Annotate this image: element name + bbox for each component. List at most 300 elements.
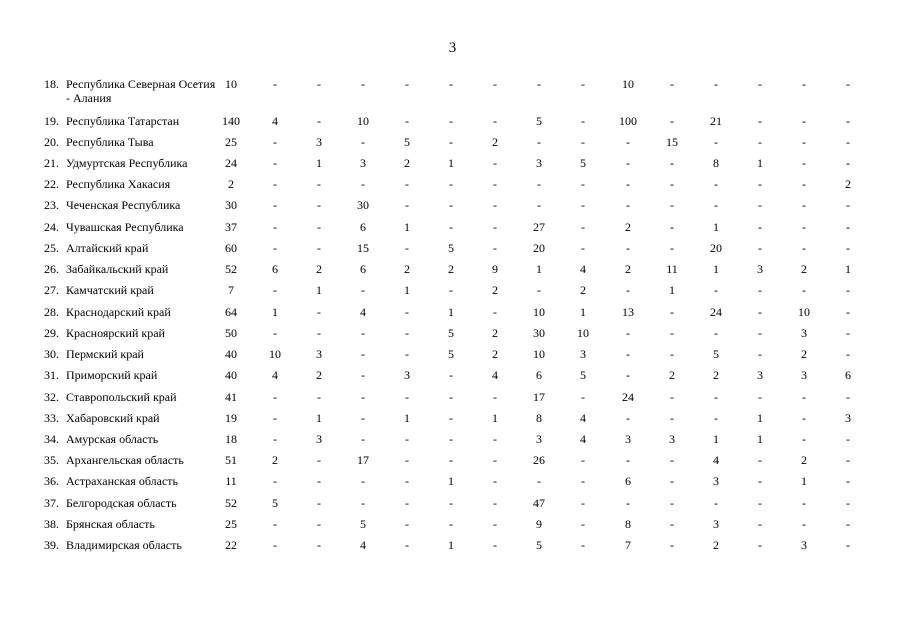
- value-cell: -: [361, 368, 365, 382]
- value-cell: 1: [713, 432, 719, 446]
- value-cell: 1: [404, 220, 410, 234]
- value-cell: -: [670, 77, 674, 91]
- value-cell: -: [361, 474, 365, 488]
- row-number: 33.: [44, 411, 59, 425]
- value-cell: 50: [225, 326, 237, 340]
- region-name: Краснодарский край: [66, 305, 171, 319]
- value-cell: -: [670, 177, 674, 191]
- value-cell: -: [846, 198, 850, 212]
- value-cell: 3: [801, 326, 807, 340]
- region-name: Хабаровский край: [66, 411, 160, 425]
- value-cell: -: [317, 390, 321, 404]
- value-cell: -: [714, 177, 718, 191]
- value-cell: 6: [360, 220, 366, 234]
- value-cell: 2: [713, 538, 719, 552]
- value-cell: 8: [536, 411, 542, 425]
- value-cell: -: [670, 220, 674, 234]
- value-cell: 2: [228, 177, 234, 191]
- value-cell: 4: [492, 368, 498, 382]
- value-cell: -: [714, 198, 718, 212]
- value-cell: -: [449, 411, 453, 425]
- row-number: 37.: [44, 496, 59, 510]
- value-cell: -: [405, 496, 409, 510]
- value-cell: -: [405, 517, 409, 531]
- row-number: 24.: [44, 220, 59, 234]
- value-cell: -: [537, 135, 541, 149]
- row-number: 28.: [44, 305, 59, 319]
- value-cell: -: [626, 156, 630, 170]
- value-cell: 100: [619, 114, 637, 128]
- value-cell: -: [670, 114, 674, 128]
- value-cell: -: [405, 326, 409, 340]
- value-cell: 30: [533, 326, 545, 340]
- value-cell: 37: [225, 220, 237, 234]
- value-cell: -: [802, 135, 806, 149]
- value-cell: -: [361, 326, 365, 340]
- value-cell: -: [273, 474, 277, 488]
- value-cell: -: [493, 77, 497, 91]
- region-name: Удмуртская Республика: [66, 156, 188, 170]
- value-cell: -: [714, 326, 718, 340]
- value-cell: -: [758, 177, 762, 191]
- value-cell: -: [846, 453, 850, 467]
- value-cell: 8: [625, 517, 631, 531]
- value-cell: -: [581, 220, 585, 234]
- value-cell: -: [626, 496, 630, 510]
- value-cell: -: [449, 453, 453, 467]
- value-cell: -: [537, 77, 541, 91]
- value-cell: 30: [225, 198, 237, 212]
- value-cell: 3: [801, 368, 807, 382]
- value-cell: -: [361, 411, 365, 425]
- row-number: 22.: [44, 177, 59, 191]
- value-cell: -: [317, 326, 321, 340]
- value-cell: -: [405, 347, 409, 361]
- value-cell: -: [626, 411, 630, 425]
- value-cell: -: [802, 156, 806, 170]
- value-cell: 3: [669, 432, 675, 446]
- value-cell: 1: [448, 538, 454, 552]
- value-cell: -: [802, 496, 806, 510]
- value-cell: -: [846, 474, 850, 488]
- value-cell: -: [537, 283, 541, 297]
- value-cell: -: [361, 283, 365, 297]
- value-cell: -: [581, 474, 585, 488]
- value-cell: -: [405, 305, 409, 319]
- row-number: 19.: [44, 114, 59, 128]
- value-cell: -: [405, 538, 409, 552]
- value-cell: 3: [316, 347, 322, 361]
- value-cell: 7: [228, 283, 234, 297]
- value-cell: -: [846, 496, 850, 510]
- value-cell: -: [670, 411, 674, 425]
- value-cell: -: [405, 177, 409, 191]
- value-cell: -: [626, 326, 630, 340]
- value-cell: 2: [625, 220, 631, 234]
- value-cell: -: [846, 220, 850, 234]
- value-cell: 1: [448, 305, 454, 319]
- value-cell: 5: [272, 496, 278, 510]
- row-number: 31.: [44, 368, 59, 382]
- value-cell: -: [714, 77, 718, 91]
- value-cell: -: [493, 114, 497, 128]
- value-cell: -: [670, 390, 674, 404]
- row-number: 29.: [44, 326, 59, 340]
- value-cell: 11: [225, 474, 237, 488]
- value-cell: 6: [845, 368, 851, 382]
- value-cell: -: [626, 453, 630, 467]
- value-cell: 20: [533, 241, 545, 255]
- value-cell: -: [405, 241, 409, 255]
- value-cell: 10: [225, 77, 237, 91]
- value-cell: -: [405, 198, 409, 212]
- value-cell: -: [670, 474, 674, 488]
- value-cell: -: [449, 220, 453, 234]
- value-cell: -: [361, 432, 365, 446]
- value-cell: 18: [225, 432, 237, 446]
- value-cell: 6: [536, 368, 542, 382]
- value-cell: -: [802, 177, 806, 191]
- value-cell: 2: [801, 347, 807, 361]
- value-cell: -: [626, 177, 630, 191]
- value-cell: -: [758, 474, 762, 488]
- value-cell: -: [449, 390, 453, 404]
- value-cell: 4: [272, 368, 278, 382]
- value-cell: -: [670, 347, 674, 361]
- value-cell: -: [758, 77, 762, 91]
- value-cell: -: [758, 114, 762, 128]
- value-cell: -: [758, 135, 762, 149]
- value-cell: -: [670, 453, 674, 467]
- region-name: Астраханская область: [66, 474, 178, 488]
- value-cell: 3: [757, 262, 763, 276]
- value-cell: 10: [577, 326, 589, 340]
- value-cell: 8: [713, 156, 719, 170]
- value-cell: 3: [713, 517, 719, 531]
- value-cell: 13: [622, 305, 634, 319]
- value-cell: 3: [801, 538, 807, 552]
- value-cell: 5: [713, 347, 719, 361]
- row-number: 26.: [44, 262, 59, 276]
- value-cell: 26: [533, 453, 545, 467]
- value-cell: 6: [625, 474, 631, 488]
- value-cell: -: [581, 390, 585, 404]
- value-cell: -: [493, 305, 497, 319]
- value-cell: -: [537, 198, 541, 212]
- value-cell: -: [273, 411, 277, 425]
- value-cell: -: [405, 474, 409, 488]
- value-cell: -: [317, 305, 321, 319]
- value-cell: -: [581, 114, 585, 128]
- value-cell: 19: [225, 411, 237, 425]
- value-cell: -: [714, 496, 718, 510]
- value-cell: -: [670, 198, 674, 212]
- value-cell: -: [846, 135, 850, 149]
- value-cell: -: [317, 198, 321, 212]
- value-cell: -: [317, 496, 321, 510]
- value-cell: 22: [225, 538, 237, 552]
- value-cell: 2: [404, 156, 410, 170]
- value-cell: 1: [669, 283, 675, 297]
- value-cell: -: [317, 517, 321, 531]
- value-cell: 5: [448, 241, 454, 255]
- value-cell: -: [626, 198, 630, 212]
- value-cell: -: [405, 432, 409, 446]
- value-cell: -: [802, 283, 806, 297]
- value-cell: -: [405, 114, 409, 128]
- value-cell: 2: [316, 368, 322, 382]
- region-name: Республика Татарстан: [66, 114, 180, 128]
- value-cell: 2: [845, 177, 851, 191]
- value-cell: -: [273, 135, 277, 149]
- value-cell: 2: [492, 283, 498, 297]
- value-cell: -: [802, 411, 806, 425]
- value-cell: 5: [404, 135, 410, 149]
- value-cell: -: [273, 156, 277, 170]
- region-name: Приморский край: [66, 368, 158, 382]
- value-cell: 9: [492, 262, 498, 276]
- value-cell: -: [581, 77, 585, 91]
- value-cell: 24: [225, 156, 237, 170]
- value-cell: -: [846, 517, 850, 531]
- value-cell: -: [758, 326, 762, 340]
- row-number: 18.: [44, 77, 59, 91]
- value-cell: -: [581, 135, 585, 149]
- value-cell: 4: [713, 453, 719, 467]
- value-cell: -: [537, 177, 541, 191]
- value-cell: -: [670, 241, 674, 255]
- row-number: 38.: [44, 517, 59, 531]
- value-cell: 3: [536, 156, 542, 170]
- value-cell: -: [846, 390, 850, 404]
- value-cell: 6: [272, 262, 278, 276]
- value-cell: -: [758, 453, 762, 467]
- value-cell: -: [846, 305, 850, 319]
- value-cell: 1: [757, 156, 763, 170]
- value-cell: -: [758, 220, 762, 234]
- value-cell: -: [361, 77, 365, 91]
- value-cell: -: [846, 347, 850, 361]
- value-cell: -: [758, 538, 762, 552]
- value-cell: -: [493, 474, 497, 488]
- value-cell: -: [802, 114, 806, 128]
- value-cell: -: [449, 368, 453, 382]
- value-cell: 5: [448, 326, 454, 340]
- value-cell: -: [714, 135, 718, 149]
- value-cell: -: [758, 198, 762, 212]
- value-cell: 15: [666, 135, 678, 149]
- value-cell: 5: [580, 156, 586, 170]
- value-cell: 64: [225, 305, 237, 319]
- value-cell: -: [493, 432, 497, 446]
- value-cell: -: [758, 347, 762, 361]
- value-cell: 47: [533, 496, 545, 510]
- value-cell: 2: [316, 262, 322, 276]
- value-cell: -: [581, 496, 585, 510]
- value-cell: 1: [448, 156, 454, 170]
- row-number: 21.: [44, 156, 59, 170]
- value-cell: -: [405, 453, 409, 467]
- row-number: 27.: [44, 283, 59, 297]
- value-cell: 7: [625, 538, 631, 552]
- value-cell: 1: [713, 262, 719, 276]
- value-cell: -: [758, 390, 762, 404]
- value-cell: -: [493, 198, 497, 212]
- value-cell: 2: [669, 368, 675, 382]
- value-cell: -: [405, 77, 409, 91]
- value-cell: 2: [625, 262, 631, 276]
- value-cell: -: [537, 474, 541, 488]
- region-name: Пермский край: [66, 347, 144, 361]
- value-cell: 2: [713, 368, 719, 382]
- value-cell: -: [273, 177, 277, 191]
- value-cell: -: [802, 432, 806, 446]
- value-cell: 3: [757, 368, 763, 382]
- value-cell: 10: [533, 305, 545, 319]
- row-number: 35.: [44, 453, 59, 467]
- value-cell: -: [846, 77, 850, 91]
- value-cell: -: [802, 220, 806, 234]
- region-name: Красноярский край: [66, 326, 165, 340]
- region-name: Амурская область: [66, 432, 159, 446]
- value-cell: 24: [622, 390, 634, 404]
- value-cell: 1: [404, 411, 410, 425]
- region-name: Белгородская область: [66, 496, 177, 510]
- value-cell: -: [846, 283, 850, 297]
- value-cell: -: [361, 177, 365, 191]
- value-cell: 9: [536, 517, 542, 531]
- row-number: 20.: [44, 135, 59, 149]
- value-cell: -: [317, 453, 321, 467]
- value-cell: -: [405, 390, 409, 404]
- value-cell: 1: [713, 220, 719, 234]
- value-cell: 6: [360, 262, 366, 276]
- value-cell: -: [493, 496, 497, 510]
- value-cell: 15: [357, 241, 369, 255]
- value-cell: -: [493, 177, 497, 191]
- value-cell: 3: [404, 368, 410, 382]
- region-name: Республика Тыва: [66, 135, 154, 149]
- value-cell: -: [493, 241, 497, 255]
- value-cell: -: [758, 241, 762, 255]
- value-cell: 5: [536, 538, 542, 552]
- value-cell: 41: [225, 390, 237, 404]
- value-cell: -: [846, 156, 850, 170]
- value-cell: -: [670, 496, 674, 510]
- value-cell: 1: [448, 474, 454, 488]
- value-cell: -: [581, 177, 585, 191]
- value-cell: -: [581, 538, 585, 552]
- value-cell: -: [846, 241, 850, 255]
- value-cell: 5: [580, 368, 586, 382]
- value-cell: -: [670, 326, 674, 340]
- value-cell: 2: [801, 262, 807, 276]
- value-cell: -: [317, 77, 321, 91]
- value-cell: 1: [492, 411, 498, 425]
- value-cell: 25: [225, 135, 237, 149]
- value-cell: 21: [710, 114, 722, 128]
- value-cell: 25: [225, 517, 237, 531]
- value-cell: 52: [225, 262, 237, 276]
- value-cell: -: [626, 241, 630, 255]
- value-cell: 60: [225, 241, 237, 255]
- value-cell: -: [493, 390, 497, 404]
- value-cell: -: [493, 538, 497, 552]
- value-cell: 3: [316, 135, 322, 149]
- row-number: 34.: [44, 432, 59, 446]
- value-cell: -: [273, 241, 277, 255]
- region-name: Ставропольский край: [66, 390, 177, 404]
- value-cell: -: [449, 432, 453, 446]
- value-cell: -: [802, 390, 806, 404]
- value-cell: 17: [533, 390, 545, 404]
- value-cell: -: [317, 241, 321, 255]
- value-cell: -: [581, 453, 585, 467]
- value-cell: 1: [272, 305, 278, 319]
- value-cell: 4: [580, 432, 586, 446]
- value-cell: -: [493, 517, 497, 531]
- value-cell: -: [449, 496, 453, 510]
- value-cell: -: [493, 453, 497, 467]
- value-cell: 1: [316, 156, 322, 170]
- value-cell: -: [273, 220, 277, 234]
- value-cell: 4: [580, 411, 586, 425]
- value-cell: 5: [536, 114, 542, 128]
- row-number: 30.: [44, 347, 59, 361]
- value-cell: -: [670, 517, 674, 531]
- value-cell: -: [493, 220, 497, 234]
- value-cell: 1: [757, 432, 763, 446]
- region-name: Камчатский край: [66, 283, 154, 297]
- value-cell: -: [626, 135, 630, 149]
- value-cell: 10: [533, 347, 545, 361]
- value-cell: -: [758, 283, 762, 297]
- value-cell: -: [449, 198, 453, 212]
- value-cell: -: [273, 77, 277, 91]
- region-name: Архангельская область: [66, 453, 184, 467]
- value-cell: 1: [757, 411, 763, 425]
- value-cell: -: [846, 326, 850, 340]
- value-cell: -: [449, 77, 453, 91]
- value-cell: -: [361, 347, 365, 361]
- value-cell: 11: [666, 262, 678, 276]
- value-cell: -: [273, 283, 277, 297]
- value-cell: 17: [357, 453, 369, 467]
- region-name: Владимирская область: [66, 538, 182, 552]
- value-cell: 1: [536, 262, 542, 276]
- value-cell: 5: [360, 517, 366, 531]
- value-cell: -: [449, 517, 453, 531]
- value-cell: -: [714, 390, 718, 404]
- value-cell: 20: [710, 241, 722, 255]
- value-cell: -: [317, 538, 321, 552]
- value-cell: 2: [404, 262, 410, 276]
- value-cell: 1: [316, 411, 322, 425]
- value-cell: 30: [357, 198, 369, 212]
- value-cell: -: [758, 517, 762, 531]
- value-cell: 1: [801, 474, 807, 488]
- value-cell: -: [317, 474, 321, 488]
- value-cell: 4: [272, 114, 278, 128]
- value-cell: -: [273, 390, 277, 404]
- value-cell: -: [317, 220, 321, 234]
- value-cell: 5: [448, 347, 454, 361]
- region-name: Республика Хакасия: [66, 177, 171, 191]
- value-cell: -: [670, 156, 674, 170]
- page-number: 3: [448, 40, 457, 56]
- value-cell: -: [361, 390, 365, 404]
- value-cell: -: [802, 517, 806, 531]
